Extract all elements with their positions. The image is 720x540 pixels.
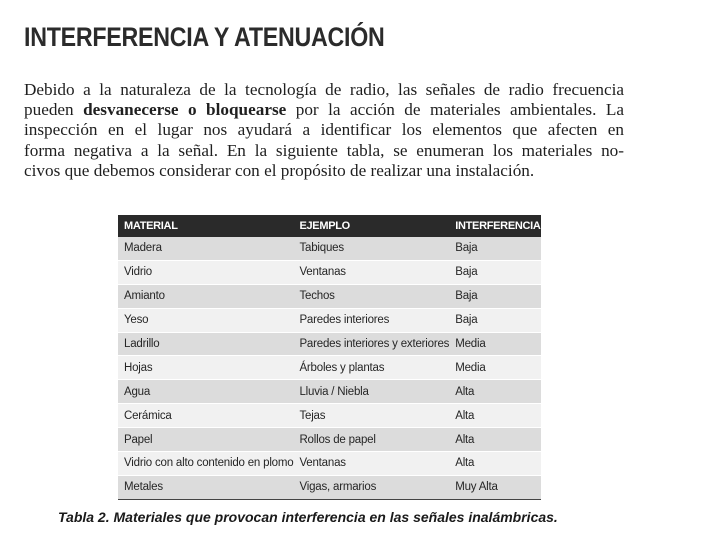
cell-interference: Media [449, 332, 540, 356]
emphasis-text: desvanecerse o bloquearse [83, 100, 287, 120]
cell-interference: Baja [449, 308, 540, 332]
paragraph-text: por la acción de materiales ambientales. La [286, 100, 624, 120]
column-header-material: MATERIAL [118, 215, 293, 237]
cell-interference: Muy Alta [449, 475, 540, 499]
cell-material: Amianto [118, 284, 293, 308]
table-row [118, 308, 541, 332]
cell-material: Vidrio [118, 260, 293, 284]
table-row [118, 452, 541, 476]
materials-table [118, 215, 541, 500]
table-row [118, 404, 541, 428]
table-caption [58, 509, 558, 525]
paragraph-line [24, 100, 624, 120]
cell-material: Cerámica [118, 404, 293, 428]
paragraph-line: Debido a la naturaleza de la tecnología de radio, las señales de radio frecuencia [24, 80, 624, 99]
cell-example: Techos [293, 284, 449, 308]
cell-interference: Media [449, 356, 540, 380]
table-row [118, 332, 541, 356]
paragraph-line: inspección en el lugar nos ayudará a identificar los elementos que afecten en [24, 120, 624, 140]
table-row [118, 237, 541, 260]
paragraph-line: forma negativa a la señal. En la siguiente tabla, se enumeran los materiales no- [24, 140, 624, 160]
table-row [118, 428, 541, 452]
cell-interference: Baja [449, 237, 540, 260]
cell-material: Hojas [118, 356, 293, 380]
table-header-row [118, 215, 541, 237]
cell-material: Agua [118, 380, 293, 404]
cell-material: Madera [118, 237, 293, 260]
cell-example: Ventanas [293, 260, 449, 284]
column-header-interference: INTERFERENCIA [449, 215, 540, 237]
cell-material: Yeso [118, 308, 293, 332]
table-row [118, 284, 541, 308]
page-title: INTERFERENCIA Y ATENUACIÓN [24, 22, 385, 52]
cell-example: Paredes interiores [293, 308, 449, 332]
cell-interference: Baja [449, 284, 540, 308]
cell-material: Metales [118, 475, 293, 499]
cell-example: Rollos de papel [293, 428, 449, 452]
table-row [118, 475, 541, 499]
cell-interference: Alta [449, 428, 540, 452]
cell-example: Vigas, armarios [293, 475, 449, 499]
cell-example: Árboles y plantas [293, 356, 449, 380]
cell-interference: Alta [449, 452, 540, 476]
cell-material: Vidrio con alto contenido en plomo [118, 452, 293, 476]
cell-interference: Baja [449, 260, 540, 284]
cell-interference: Alta [449, 380, 540, 404]
paragraph-text: pueden [24, 100, 84, 120]
paragraph-line: civos que debemos considerar con el propósito de realizar una instalación. [24, 160, 535, 180]
cell-material: Ladrillo [118, 332, 293, 356]
table-row [118, 356, 541, 380]
caption-label: Tabla 2. [58, 509, 110, 525]
intro-paragraph [24, 80, 624, 181]
cell-interference: Alta [449, 404, 540, 428]
column-header-example: EJEMPLO [293, 215, 449, 237]
cell-example: Tabiques [293, 237, 449, 260]
cell-example: Tejas [293, 404, 449, 428]
table-row [118, 380, 541, 404]
cell-material: Papel [118, 428, 293, 452]
caption-text: Materiales que provocan interferencia en las señales inalámbricas. [109, 509, 558, 525]
table-row [118, 260, 541, 284]
cell-example: Lluvia / Niebla [293, 380, 449, 404]
cell-example: Ventanas [293, 452, 449, 476]
cell-example: Paredes interiores y exteriores [293, 332, 449, 356]
